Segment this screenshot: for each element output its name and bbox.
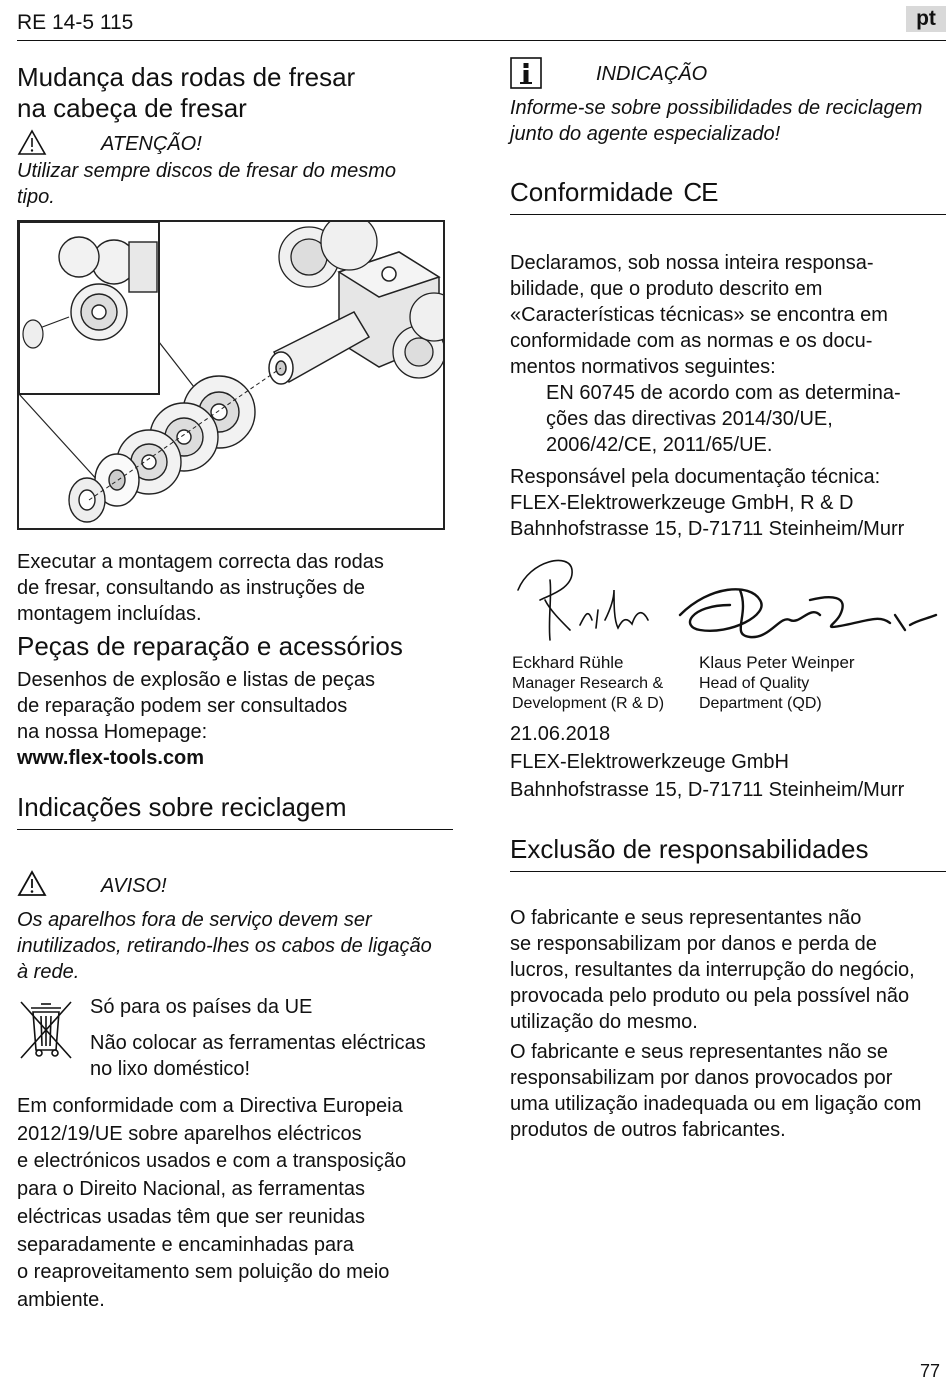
no-household-line2: no lixo doméstico! [90, 1058, 251, 1080]
mill-change-body-line3: montagem incluídas. [17, 603, 202, 625]
signature-weinper [670, 575, 942, 650]
signer2-role-line2: Department (QD) [699, 695, 822, 712]
notice-label: AVISO! [101, 875, 167, 897]
resp-line3: Bahnhofstrasse 15, D-71711 Steinheim/Murr [510, 518, 905, 540]
recycling-body-line7: o reaproveitamento sem poluição do meio [17, 1261, 390, 1284]
signer1-name: Eckhard Rühle [512, 653, 624, 672]
recycling-body-line5: eléctricas usadas têm que ser reunidas [17, 1205, 365, 1228]
mill-change-body-line1: Executar a montagem correcta das rodas [17, 551, 384, 573]
conformity-title-rule [510, 214, 946, 215]
info-line1: Informe-se sobre possibilidades de reciclagem [510, 97, 923, 119]
info-label: INDICAÇÃO [596, 63, 708, 85]
mill-change-title-line1: Mudança das rodas de fresar [17, 62, 356, 92]
conformity-body-line3: «Características técnicas» se encontra em [510, 304, 888, 326]
notice-warning-icon [17, 870, 47, 897]
conformity-footer [510, 720, 950, 804]
conformity-heading [510, 177, 717, 208]
liability-p2-line4: produtos de outros fabricantes. [510, 1119, 786, 1141]
norm-line1: EN 60745 de acordo com as determina- [546, 382, 901, 404]
mill-change-title-line2: na cabeça de fresar [17, 93, 247, 123]
milling-head-drawing [19, 222, 445, 530]
conformity-body-line2: bilidade, que o produto descrito em [510, 278, 823, 300]
info-icon [510, 57, 542, 89]
conformity-date: 21.06.2018 [510, 723, 611, 745]
mill-change-body [17, 549, 447, 627]
resp-line2: FLEX-Elektrowerkzeuge GmbH, R & D [510, 492, 854, 514]
recycling-body-line2: 2012/19/UE sobre aparelhos eléctricos [17, 1122, 362, 1145]
parts-body-line1: Desenhos de explosão e listas de peças [17, 669, 376, 691]
document-code: RE 14-5 115 [17, 11, 134, 34]
parts-body [17, 667, 447, 771]
liability-body [510, 905, 950, 1143]
recycling-body-line1: Em conformidade com a Directiva Europeia [17, 1095, 403, 1117]
mill-change-section [17, 62, 447, 124]
liability-title: Exclusão de responsabilidades [510, 834, 869, 864]
conformity-body [510, 250, 950, 542]
norm-line2: ções das directivas 2014/30/UE, [546, 408, 833, 430]
liability-p1-line3: lucros, resultantes da interrupção do negócio, [510, 959, 915, 981]
notice-line3: à rede. [17, 961, 80, 983]
eu-only-text: Só para os países da UE [90, 996, 313, 1018]
recycling-body-line3: e electrónicos usados e com a transposição [17, 1150, 407, 1173]
info-text [510, 95, 950, 147]
signer1-role-line2: Development (R & D) [512, 695, 665, 712]
recycling-title: Indicações sobre reciclagem [17, 792, 347, 822]
recycling-body-line8: ambiente. [17, 1288, 105, 1311]
header-divider [17, 40, 946, 41]
conformity-body-line4: conformidade com as normas e os docu- [510, 330, 873, 352]
conformity-address: Bahnhofstrasse 15, D-71711 Steinheim/Murr [510, 779, 905, 801]
signer1-role-line1: Manager Research & [512, 675, 664, 692]
notice-line1: Os aparelhos fora de serviço devem ser [17, 909, 372, 931]
liability-p1-line5: utilização do mesmo. [510, 1011, 698, 1033]
recycling-body-line4: para o Direito Nacional, as ferramentas [17, 1178, 365, 1201]
signer2-block [699, 652, 899, 714]
milling-wheel-illustration [17, 220, 445, 530]
norm-line3: 2006/42/CE, 2011/65/UE. [546, 434, 773, 456]
attention-text-line1: Utilizar sempre discos de fresar do mesmo [17, 160, 397, 182]
liability-title-rule [510, 871, 946, 872]
signer1-block [512, 652, 692, 714]
recycling-title-rule [17, 829, 453, 830]
attention-text-line2: tipo. [17, 186, 55, 208]
liability-p1-line2: se responsabilizam por danos e perda de [510, 933, 877, 955]
notice-line2: inutilizados, retirando-lhes os cabos de ligação [17, 935, 432, 957]
resp-line1: Responsável pela documentação técnica: [510, 466, 881, 488]
attention-label: ATENÇÃO! [101, 133, 202, 155]
ce-mark: CE [683, 177, 718, 207]
liability-p2-line1: O fabricante e seus representantes não se [510, 1041, 889, 1063]
warning-icon [17, 129, 47, 156]
signer2-role-line1: Head of Quality [699, 675, 810, 692]
conformity-title: Conformidade [510, 177, 674, 207]
notice-text [17, 907, 457, 985]
language-badge: pt [906, 6, 946, 32]
conformity-body-line1: Declaramos, sob nossa inteira responsa- [510, 252, 874, 274]
liability-p2-line2: responsabilizam por danos provocados por [510, 1067, 893, 1089]
parts-body-line2: de reparação podem ser consultados [17, 695, 348, 717]
signer2-name: Klaus Peter Weinper [699, 653, 855, 672]
homepage-link[interactable]: www.flex-tools.com [17, 747, 205, 769]
no-household-line1: Não colocar as ferramentas eléctricas [90, 1032, 426, 1054]
info-line2: junto do agente especializado! [510, 123, 781, 145]
conformity-body-line5: mentos normativos seguintes: [510, 356, 776, 378]
parts-title: Peças de reparação e acessórios [17, 631, 403, 661]
liability-p1-line4: provocada pelo produto ou pela possível não [510, 985, 910, 1007]
liability-p2-line3: uma utilização inadequada ou em ligação com [510, 1093, 922, 1115]
signature-ruehle [510, 550, 660, 645]
conformity-company: FLEX-Elektrowerkzeuge GmbH [510, 751, 789, 773]
page-number: 77 [920, 1361, 941, 1381]
recycling-body-line6: separadamente e encaminhadas para [17, 1233, 354, 1256]
liability-p1-line1: O fabricante e seus representantes não [510, 907, 862, 929]
mill-change-body-line2: de fresar, consultando as instruções de [17, 577, 365, 599]
parts-body-line3: na nossa Homepage: [17, 721, 208, 743]
crossed-bin-icon [17, 998, 75, 1062]
recycling-body [17, 1093, 457, 1315]
